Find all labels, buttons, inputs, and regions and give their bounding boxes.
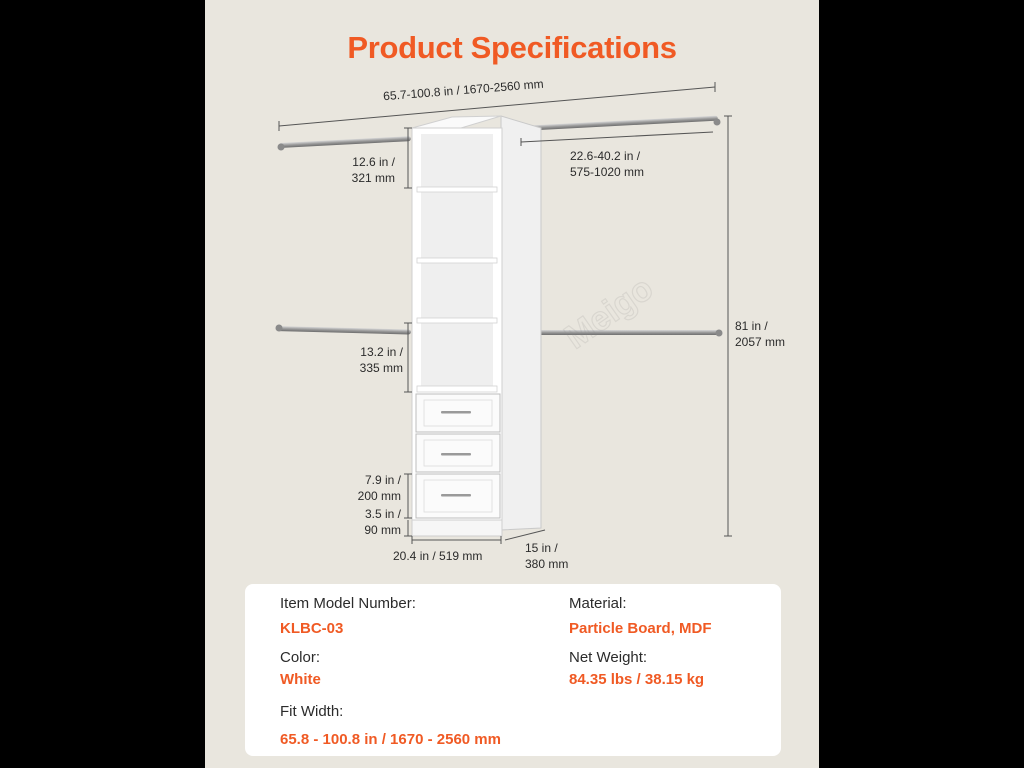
spec-model (280, 594, 416, 639)
spec-fit-width (280, 702, 501, 750)
spec-color (280, 648, 321, 690)
spec-material (569, 594, 712, 639)
height-label: 81 in / 2057 mm (735, 319, 786, 349)
watermark (558, 269, 660, 356)
spec-value: 65.8 - 100.8 in / 1670 - 2560 mm (280, 731, 501, 748)
tower-width-label: 20.4 in / 519 mm (393, 549, 483, 563)
spec-value: White (280, 671, 321, 688)
spec-card (245, 584, 781, 756)
rod-mid-left (276, 325, 412, 335)
spec-weight (569, 648, 704, 690)
rod-extension-label: 22.6-40.2 in / 575-1020 mm (570, 149, 645, 179)
svg-text:Meigo: Meigo (557, 269, 661, 357)
page-title: Product Specifications (347, 30, 677, 65)
spec-label: Fit Width: (280, 703, 344, 720)
rod-top-right (520, 116, 721, 131)
total-width-label: 65.7-100.8 in / 1670-2560 mm (382, 76, 545, 104)
closet-tower (412, 116, 541, 536)
top-shelf-label: 12.6 in / 321 mm (351, 155, 395, 185)
base-height-label: 3.5 in / 90 mm (364, 507, 401, 537)
spec-label: Color: (280, 649, 321, 666)
spec-value: Particle Board, MDF (569, 620, 712, 637)
spec-value: 84.35 lbs / 38.15 kg (569, 671, 705, 688)
spec-value: KLBC-03 (280, 620, 344, 637)
rod-mid-right (522, 330, 723, 337)
spec-label: Net Weight: (569, 649, 648, 666)
mid-gap-label: 13.2 in / 335 mm (359, 345, 403, 375)
rod-top-left (278, 136, 411, 150)
spec-panel (205, 0, 819, 768)
spec-label: Item Model Number: (280, 595, 416, 612)
depth-label: 15 in / 380 mm (525, 541, 569, 571)
spec-label: Material: (569, 595, 627, 612)
drawer-height-label: 7.9 in / 200 mm (357, 473, 401, 503)
